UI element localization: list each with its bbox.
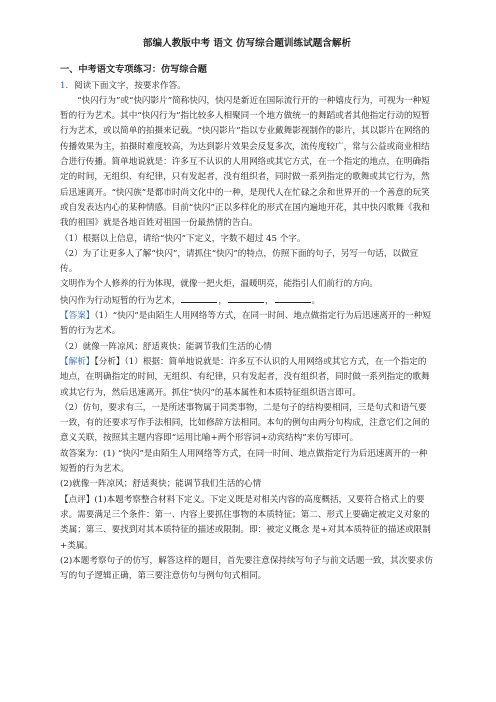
answer-summary-1: 故答案为：(1) “快闪”是由陌生人用网络等方式，在同一时间、地点做指定行为后迅速离开的一种短暂的行为艺术。 <box>60 448 428 475</box>
answer-summary-2: (2)就像一阵凉风；舒适爽快；能调节我们生活的心情 <box>60 479 262 490</box>
answer-tag: 【答案】 <box>60 311 95 322</box>
analysis-1-text: （1）根据：简单地说就是：许多互不认识的人用网络或其它方式，在一个指定的地点，在明确指定的时间，无组织、有纪律，只有发起者，没有组织者，同时做一系列指定的歌舞或其它行为，然后迅速离开。抓住“快闪”的基本属性和本质特征组织语言即可。 <box>60 356 430 398</box>
analysis-1 <box>60 355 434 401</box>
fill-in-end: 。 <box>311 295 321 306</box>
answer-2: （2）就像一阵凉风；舒适爽快；能调节我们生活的心情 <box>60 341 272 352</box>
section-heading: 一、中考语文专项练习：仿写综合题 <box>60 64 207 76</box>
question-number: 1． <box>60 80 75 91</box>
comment-2: (2)本题考察句子的仿写，解答这样的题目，首先要注意保持续写句子与前文话题一致，其次要求仿写的句子逻辑正确，第三要注意仿句与例句句式相同。 <box>60 555 434 582</box>
analysis-label: 【分析】 <box>94 356 125 367</box>
fill-in-prefix: 快闪作为行动短暂的行为艺术， <box>60 295 181 306</box>
reading-passage: “快闪行为”或“快闪影片”简称快闪，快闪是新近在国际流行开的一种嬉皮行为，可视为一种短暂的行为艺术。其中“快闪行为”指比较多人相聚同一个地方做统一的舞蹈或者其他指定行动的短暂行为艺术，或以简单的拍摄来记载。“快闪影片”指以专业戴舞影视制作的影片，其以影片在网络的传播效果为主，拍摄时难度较高，为达到影片效果会反复多次，流传度较广，常与公益或商业相结合进行传播。简单地说就是：许多互不认识的人用网络或其它方式，在一个指定的地点，在明确指定的时间，无组织、有纪律，只有发起者，没有组织者，同时做一系列指定的歌舞或其它行为，然后迅速离开。“快闪族”是都市时尚文化中的一种，是现代人在忙碌之余和世界开的一个善意的玩笑或自发表达内心的某种情感。目前“快闪”正以多样化的形式在国内遍地开花，其中快闪歌舞《我和我的祖国》就是各地百姓对祖国一份最热情的告白。 <box>60 95 430 229</box>
separator-2: ， <box>264 295 274 306</box>
analysis-tag: 【解析】 <box>60 356 95 367</box>
sub-question-1: （1）根据以上信息，请给“快闪”下定义，字数不超过 45 个字。 <box>60 233 306 244</box>
blank-3[interactable] <box>275 293 311 303</box>
question-instruction: 阅读下面文字，按要求作答。 <box>74 80 186 91</box>
blank-1[interactable] <box>181 293 217 303</box>
analysis-2: （2）仿句，要求有三，一是所述事物属于同类事物，二是句子的结构要相同，三是句式和语气要一致，有的还要求写作手法相同，比如修辞方法相同。本句的例句由两分句构成，注意它们之间的意义关联，按照其主题内容即“运用比喻+两个形容词+动宾结构”来仿写即可。 <box>60 402 430 444</box>
separator-1: ， <box>218 295 227 306</box>
sample-sentence: 文明作为个人修养的行为体现，就像一把火炬，温暖明亮，能指引人们前行的方向。 <box>60 279 378 290</box>
question-1 <box>60 79 434 94</box>
comment-1 <box>60 493 434 554</box>
fill-in-sentence <box>60 293 434 309</box>
answer-1 <box>60 309 434 340</box>
sub-question-2: （2）为了让更多人了解“快闪”，请抓住“快闪”的特点，仿照下面的句子，另写一句话，以做宣传。 <box>60 248 419 275</box>
comment-1-text: (1)本题考察整合材料下定义。下定义既是对相关内容的高度概括，又要符合格式上的要求。需要满足三个条件：第一、内容上要抓住事物的本质特征；第二、形式上要确定被定义对象的类属；第三、要找到对其本质特征的描述或限制。即：被定义概念 是+对其本质特征的描述或限制+类属。 <box>60 494 431 551</box>
answer-1-text: （1）“快闪”是由陌生人用网络等方式，在同一时间、地点做指定行为后迅速离开的一种短暂的行为艺术。 <box>60 311 431 337</box>
document-title: 部编人教版中考 语文 仿写综合题训练试题含解析 <box>142 38 352 49</box>
blank-2[interactable] <box>228 293 264 303</box>
scan-edge <box>6 0 8 702</box>
comment-tag: 【点评】 <box>60 494 95 505</box>
